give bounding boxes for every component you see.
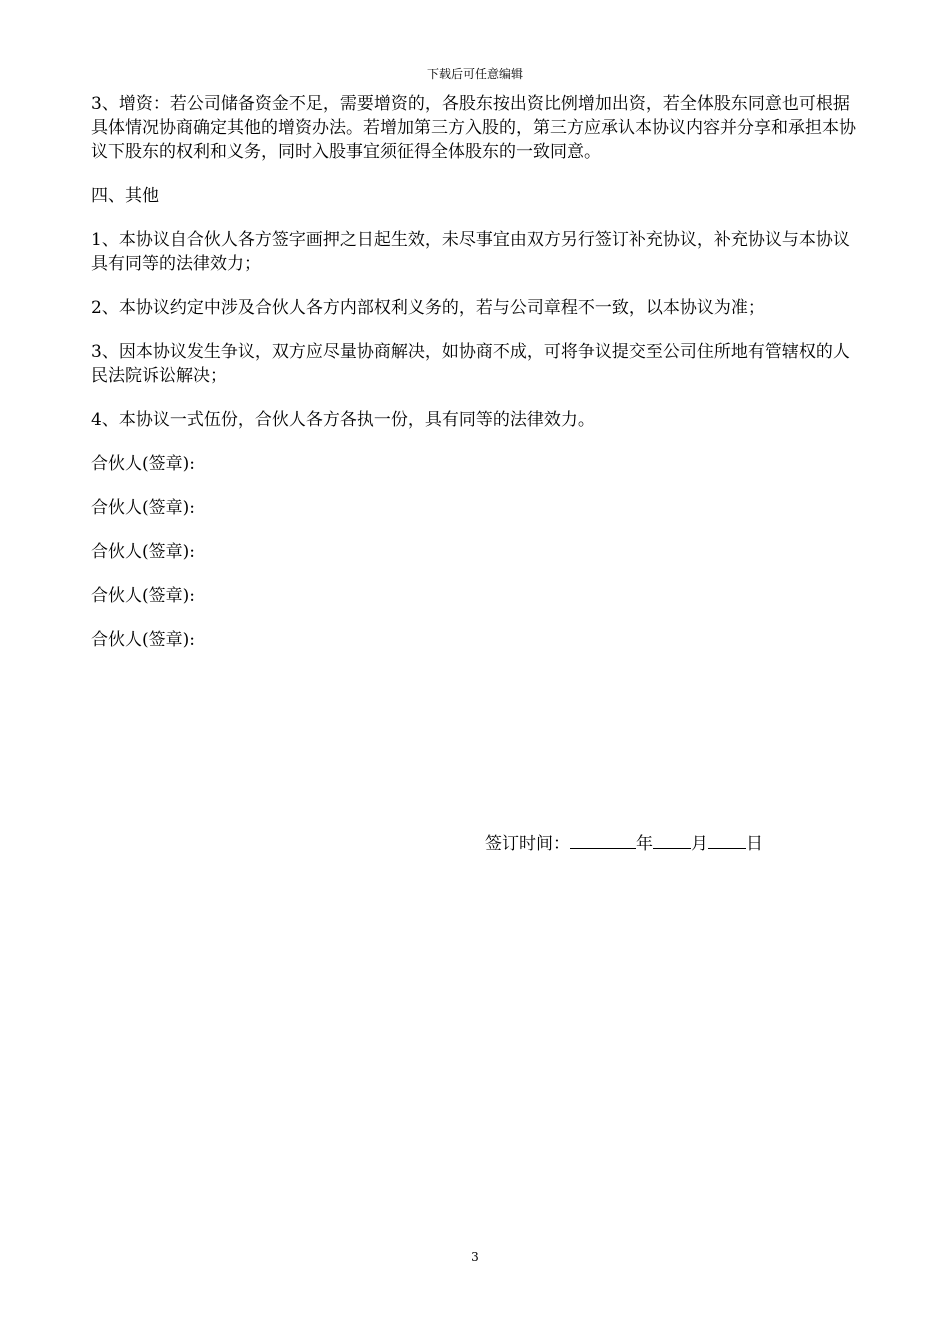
- month-blank: [653, 830, 691, 849]
- capital-increase-clause: 3、增资：若公司储备资金不足，需要增资的，各股东按出资比例增加出资，若全体股东同意也可根据具体情况协商确定其他的增资办法。若增加第三方入股的，第三方应承认本协议内容并分享和承担本协议下股东的权利和义务，同时入股事宜须征得全体股东的一致同意。: [91, 94, 856, 162]
- other-clause-4: 4、本协议一式伍份，合伙人各方各执一份，具有同等的法律效力。: [91, 410, 595, 430]
- partner-signature-5: 合伙人(签章):: [91, 630, 195, 650]
- day-label: 日: [746, 834, 763, 854]
- page-number: 3: [471, 1250, 479, 1264]
- document-body: [91, 92, 861, 672]
- other-clause-1: 1、本协议自合伙人各方签字画押之日起生效，未尽事宜由双方另行签订补充协议，补充协议与本协议具有同等的法律效力；: [91, 230, 850, 274]
- other-clause-3: 3、因本协议发生争议，双方应尽量协商解决，如协商不成，可将争议提交至公司住所地有管辖权的人民法院诉讼解决；: [91, 342, 850, 386]
- year-blank: [570, 830, 636, 849]
- partner-signature-4: 合伙人(签章):: [91, 586, 195, 606]
- partner-signature-1: 合伙人(签章):: [91, 454, 195, 474]
- partner-signature-3: 合伙人(签章):: [91, 542, 195, 562]
- month-label: 月: [691, 834, 708, 854]
- signing-date-line: [485, 830, 763, 856]
- page-header: 下载后可任意编辑: [426, 67, 523, 81]
- partner-signature-2: 合伙人(签章):: [91, 498, 195, 518]
- day-blank: [708, 830, 746, 849]
- year-label: 年: [636, 834, 653, 854]
- signing-date-label: 签订时间：: [485, 834, 570, 854]
- other-clause-2: 2、本协议约定中涉及合伙人各方内部权利义务的，若与公司章程不一致，以本协议为准；: [91, 298, 765, 318]
- section-heading-other: 四、其他: [91, 186, 159, 206]
